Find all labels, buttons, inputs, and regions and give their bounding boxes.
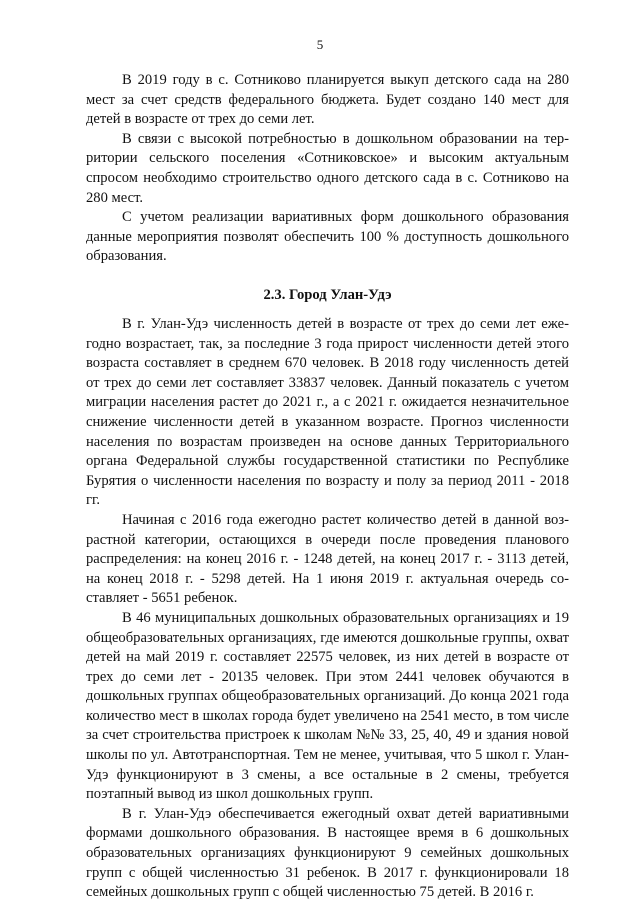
- text-block-after-heading: [86, 315, 569, 903]
- paragraph: В 2019 году в с. Сотниково планируется выкуп детского сада на 280 мест за счет средств федерального бюджета. Будет создано 140 мест для детей в возрасте от трех до семи лет.: [86, 72, 569, 128]
- paragraph: Начиная с 2016 года ежегодно растет количество детей в данной возрастной категории, остающихся в очереди после проведения планового распределения: на конец 2016 г. - 1248 детей, на конец 2017 г. - 3113 детей, на конец 2018 г. - 5298 детей. На 1 июня 2019 г. актуальная очередь составляет - 5651 ребенок.: [86, 511, 569, 607]
- page-number: 5: [316, 37, 324, 52]
- paragraph: В г. Улан-Удэ обеспечивается ежегодный охват детей вариативными формами дошкольного образования. В настоящее время в 6 дошкольных образовательных организациях функционируют 9 семейных дошкольных групп с общей численностью 31 ребенок. В 2017 г. функционировали 18 семейных дошкольных групп с общей численностью 75 детей. В 2016 г.: [86, 805, 569, 901]
- text-block-before-heading: [86, 71, 569, 267]
- section-heading: 2.3. Город Улан-Удэ: [263, 287, 392, 303]
- paragraph: В г. Улан-Удэ численность детей в возрасте от трех до семи лет ежегодно возрастает, так, за последние 3 года прирост численности детей этого возраста составляет в среднем 670 человек. В 2018 году численность детей от трех до семи лет составляет 33837 человек. Данный показатель с учетом миграции населения растет до 2021 г., а с 2021 г. ожидается незначительное снижение численности детей в указанном возрасте. Прогноз численности населения по возрастам произведен на основе данных Территориального органа Федеральной службы государственной статистики по Республике Бурятия о численности населения по возрасту и полу за период 2011 - 2018 гг.: [86, 316, 569, 509]
- paragraph: В 46 муниципальных дошкольных образовательных организациях и 19 общеобразовательных организациях, где имеются дошкольные группы, охват детей на май 2019 г. составляет 22575 человек, из них детей в возрасте от трех до семи лет - 20135 человек. При этом 2441 человек обучаются в дошкольных группах общеобразовательных организаций. До конца 2021 года количество мест в школах города будет увеличено на 2541 место, в том числе за счет строительства пристроек к школам №№ 33, 25, 40, 49 и здания новой школы по ул. Автотранспортная. Тем не менее, учитывая, что 5 школ г. Улан-Удэ функционируют в 3 смены, а все остальные в 2 смены, требуется поэтапный вывод из школ дошкольных групп.: [86, 609, 569, 803]
- paragraph: В связи с высокой потребностью в дошкольном образовании на территории сельского поселения «Сотниковское» и высоким актуальным спросом необходимо строительство одного детского сада в с. Сотниково на 280 мест.: [86, 130, 569, 206]
- paragraph: С учетом реализации вариативных форм дошкольного образования данные мероприятия позволят обеспечить 100 % доступность дошкольного образования.: [86, 209, 569, 265]
